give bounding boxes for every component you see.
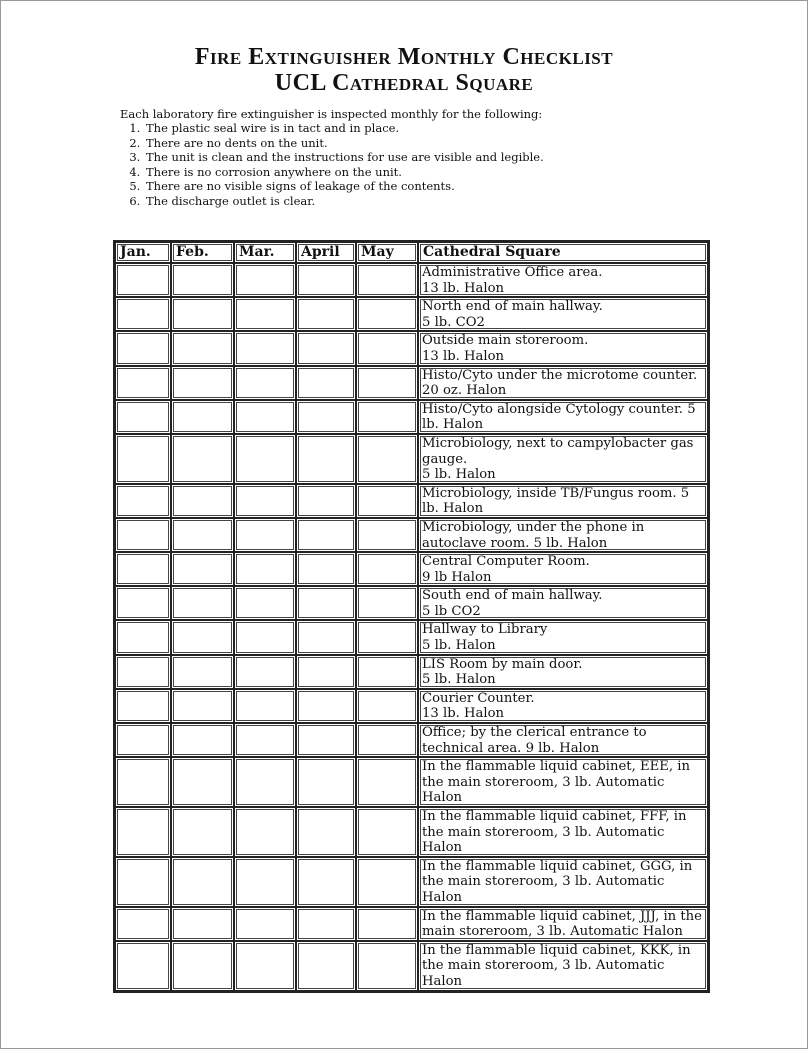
criteria-item: 6. The discharge outlet is clear.	[144, 194, 544, 209]
column-header-location: Cathedral Square	[418, 242, 708, 263]
check-cell-april[interactable]	[296, 757, 356, 807]
location-cell	[418, 757, 708, 807]
check-cell-april[interactable]	[296, 907, 356, 941]
check-cell-feb[interactable]	[171, 941, 234, 991]
table-row	[115, 689, 708, 723]
check-cell-april[interactable]	[296, 857, 356, 907]
location-cell	[418, 484, 708, 518]
table-row	[115, 586, 708, 620]
table-row	[115, 552, 708, 586]
check-cell-mar[interactable]	[234, 723, 296, 757]
check-cell-april[interactable]	[296, 297, 356, 331]
table-row	[115, 655, 708, 689]
table-row	[115, 857, 708, 907]
table-row	[115, 331, 708, 365]
check-cell-mar[interactable]	[234, 552, 296, 586]
check-cell-feb[interactable]	[171, 689, 234, 723]
location-text: Hallway to Library 5 lb. Halon	[422, 622, 548, 654]
location-text: LIS Room by main door. 5 lb. Halon	[422, 656, 583, 688]
table-row	[115, 941, 708, 991]
check-cell-jan[interactable]	[115, 907, 171, 941]
check-cell-mar[interactable]	[234, 366, 296, 400]
check-cell-april[interactable]	[296, 689, 356, 723]
check-cell-jan[interactable]	[115, 757, 171, 807]
check-cell-mar[interactable]	[234, 297, 296, 331]
location-cell	[418, 689, 708, 723]
location-text: Administrative Office area. 13 lb. Halon	[422, 265, 603, 296]
check-cell-april[interactable]	[296, 552, 356, 586]
criteria-item: 2. There are no dents on the unit.	[144, 136, 544, 151]
check-cell-feb[interactable]	[171, 366, 234, 400]
table-row	[115, 434, 708, 484]
page-title: Fire Extinguisher Monthly Checklist	[194, 44, 614, 70]
location-cell	[418, 586, 708, 620]
check-cell-mar[interactable]	[234, 655, 296, 689]
column-header-mar: Mar.	[234, 242, 296, 263]
check-cell-may[interactable]	[356, 297, 418, 331]
check-cell-feb[interactable]	[171, 586, 234, 620]
location-text: Histo/Cyto alongside Cytology counter. 5 lb. Halon	[422, 401, 696, 433]
location-cell	[418, 434, 708, 484]
check-cell-april[interactable]	[296, 586, 356, 620]
check-cell-jan[interactable]	[115, 857, 171, 907]
page-subtitle: UCL Cathedral Square	[274, 70, 534, 96]
check-cell-april[interactable]	[296, 655, 356, 689]
column-header-may: May	[356, 242, 418, 263]
check-cell-jan[interactable]	[115, 620, 171, 654]
location-cell	[418, 263, 708, 297]
table-row	[115, 263, 708, 297]
location-text: Histo/Cyto under the microtome counter. 20 oz. Halon	[422, 367, 698, 399]
location-text: North end of main hallway. 5 lb. CO2	[422, 299, 603, 330]
location-text: Outside main storeroom. 13 lb. Halon	[422, 333, 589, 364]
check-cell-feb[interactable]	[171, 331, 234, 365]
check-cell-may[interactable]	[356, 907, 418, 941]
check-cell-april[interactable]	[296, 723, 356, 757]
location-cell	[418, 807, 708, 857]
check-cell-feb[interactable]	[171, 484, 234, 518]
check-cell-may[interactable]	[356, 941, 418, 991]
location-cell	[418, 518, 708, 552]
check-cell-may[interactable]	[356, 400, 418, 434]
location-text: Microbiology, under the phone in autoclave room. 5 lb. Halon	[422, 519, 645, 551]
check-cell-feb[interactable]	[171, 620, 234, 654]
check-cell-mar[interactable]	[234, 434, 296, 484]
check-cell-april[interactable]	[296, 807, 356, 857]
criteria-item: 4. There is no corrosion anywhere on the unit.	[144, 165, 544, 180]
check-cell-mar[interactable]	[234, 586, 296, 620]
check-cell-feb[interactable]	[171, 807, 234, 857]
table-row	[115, 297, 708, 331]
location-text: Office; by the clerical entrance to technical area. 9 lb. Halon	[422, 725, 647, 756]
table-row	[115, 400, 708, 434]
check-cell-may[interactable]	[356, 331, 418, 365]
location-text: Courier Counter. 13 lb. Halon	[422, 690, 535, 722]
check-cell-jan[interactable]	[115, 400, 171, 434]
check-cell-mar[interactable]	[234, 620, 296, 654]
check-cell-jan[interactable]	[115, 434, 171, 484]
table-row	[115, 518, 708, 552]
criteria-item: 1. The plastic seal wire is in tact and in place.	[144, 121, 544, 136]
check-cell-mar[interactable]	[234, 941, 296, 991]
check-cell-mar[interactable]	[234, 484, 296, 518]
check-cell-may[interactable]	[356, 366, 418, 400]
check-cell-jan[interactable]	[115, 331, 171, 365]
check-cell-may[interactable]	[356, 757, 418, 807]
check-cell-jan[interactable]	[115, 484, 171, 518]
check-cell-may[interactable]	[356, 552, 418, 586]
check-cell-april[interactable]	[296, 434, 356, 484]
location-text: In the flammable liquid cabinet, KKK, in the main storeroom, 3 lb. Automatic Halon	[422, 942, 691, 989]
location-text: Central Computer Room. 9 lb Halon	[422, 554, 590, 585]
check-cell-april[interactable]	[296, 331, 356, 365]
check-cell-april[interactable]	[296, 263, 356, 297]
check-cell-may[interactable]	[356, 689, 418, 723]
location-cell	[418, 655, 708, 689]
check-cell-feb[interactable]	[171, 400, 234, 434]
check-cell-jan[interactable]	[115, 366, 171, 400]
location-cell	[418, 723, 708, 757]
check-cell-april[interactable]	[296, 366, 356, 400]
criteria-item: 3. The unit is clean and the instructions for use are visible and legible.	[144, 150, 544, 165]
criteria-item: 5. There are no visible signs of leakage of the contents.	[144, 179, 544, 194]
location-cell	[418, 366, 708, 400]
check-cell-jan[interactable]	[115, 552, 171, 586]
check-cell-jan[interactable]	[115, 807, 171, 857]
check-cell-mar[interactable]	[234, 807, 296, 857]
table-row	[115, 620, 708, 654]
check-cell-feb[interactable]	[171, 655, 234, 689]
check-cell-mar[interactable]	[234, 518, 296, 552]
check-cell-feb[interactable]	[171, 857, 234, 907]
check-cell-feb[interactable]	[171, 757, 234, 807]
check-cell-may[interactable]	[356, 586, 418, 620]
check-cell-april[interactable]	[296, 400, 356, 434]
check-cell-jan[interactable]	[115, 655, 171, 689]
location-text: Microbiology, inside TB/Fungus room. 5 lb. Halon	[422, 485, 690, 517]
check-cell-may[interactable]	[356, 484, 418, 518]
check-cell-may[interactable]	[356, 857, 418, 907]
location-cell	[418, 400, 708, 434]
location-text: Microbiology, next to campylobacter gas gauge. 5 lb. Halon	[422, 435, 694, 483]
check-cell-jan[interactable]	[115, 518, 171, 552]
check-cell-mar[interactable]	[234, 331, 296, 365]
location-text: In the flammable liquid cabinet, FFF, in the main storeroom, 3 lb. Automatic Halon	[422, 809, 687, 856]
check-cell-mar[interactable]	[234, 907, 296, 941]
check-cell-jan[interactable]	[115, 297, 171, 331]
table-row	[115, 907, 708, 941]
check-cell-may[interactable]	[356, 434, 418, 484]
check-cell-mar[interactable]	[234, 263, 296, 297]
check-cell-feb[interactable]	[171, 518, 234, 552]
location-cell	[418, 552, 708, 586]
check-cell-april[interactable]	[296, 620, 356, 654]
check-cell-may[interactable]	[356, 807, 418, 857]
location-cell	[418, 941, 708, 991]
check-cell-jan[interactable]	[115, 586, 171, 620]
location-cell	[418, 620, 708, 654]
table-header-row	[115, 242, 708, 263]
check-cell-mar[interactable]	[234, 857, 296, 907]
check-cell-feb[interactable]	[171, 907, 234, 941]
table-row	[115, 723, 708, 757]
check-cell-jan[interactable]	[115, 941, 171, 991]
location-text: In the flammable liquid cabinet, EEE, in the main storeroom, 3 lb. Automatic Halon	[422, 759, 690, 806]
check-cell-may[interactable]	[356, 518, 418, 552]
check-cell-mar[interactable]	[234, 757, 296, 807]
location-cell	[418, 331, 708, 365]
location-cell	[418, 297, 708, 331]
check-cell-mar[interactable]	[234, 400, 296, 434]
check-cell-may[interactable]	[356, 655, 418, 689]
check-cell-april[interactable]	[296, 518, 356, 552]
column-header-feb: Feb.	[171, 242, 234, 263]
check-cell-feb[interactable]	[171, 263, 234, 297]
table-row	[115, 757, 708, 807]
location-text: In the flammable liquid cabinet, JJJ, in the main storeroom, 3 lb. Automatic Halon	[422, 908, 702, 940]
location-text: In the flammable liquid cabinet, GGG, in the main storeroom, 3 lb. Automatic Halon	[422, 858, 693, 905]
inspection-criteria-list	[124, 121, 544, 209]
location-cell	[418, 907, 708, 941]
check-cell-jan[interactable]	[115, 723, 171, 757]
check-cell-feb[interactable]	[171, 297, 234, 331]
table-row	[115, 366, 708, 400]
checklist-body	[115, 263, 708, 991]
column-header-april: April	[296, 242, 356, 263]
check-cell-jan[interactable]	[115, 689, 171, 723]
location-cell	[418, 857, 708, 907]
check-cell-feb[interactable]	[171, 434, 234, 484]
check-cell-may[interactable]	[356, 723, 418, 757]
checklist-table	[113, 240, 710, 993]
check-cell-mar[interactable]	[234, 689, 296, 723]
table-row	[115, 484, 708, 518]
check-cell-may[interactable]	[356, 620, 418, 654]
location-text: South end of main hallway. 5 lb CO2	[422, 588, 603, 619]
check-cell-april[interactable]	[296, 941, 356, 991]
table-row	[115, 807, 708, 857]
check-cell-april[interactable]	[296, 484, 356, 518]
column-header-jan: Jan.	[115, 242, 171, 263]
intro-text: Each laboratory fire extinguisher is inspected monthly for the following:	[120, 107, 543, 121]
check-cell-feb[interactable]	[171, 552, 234, 586]
check-cell-may[interactable]	[356, 263, 418, 297]
check-cell-jan[interactable]	[115, 263, 171, 297]
check-cell-feb[interactable]	[171, 723, 234, 757]
